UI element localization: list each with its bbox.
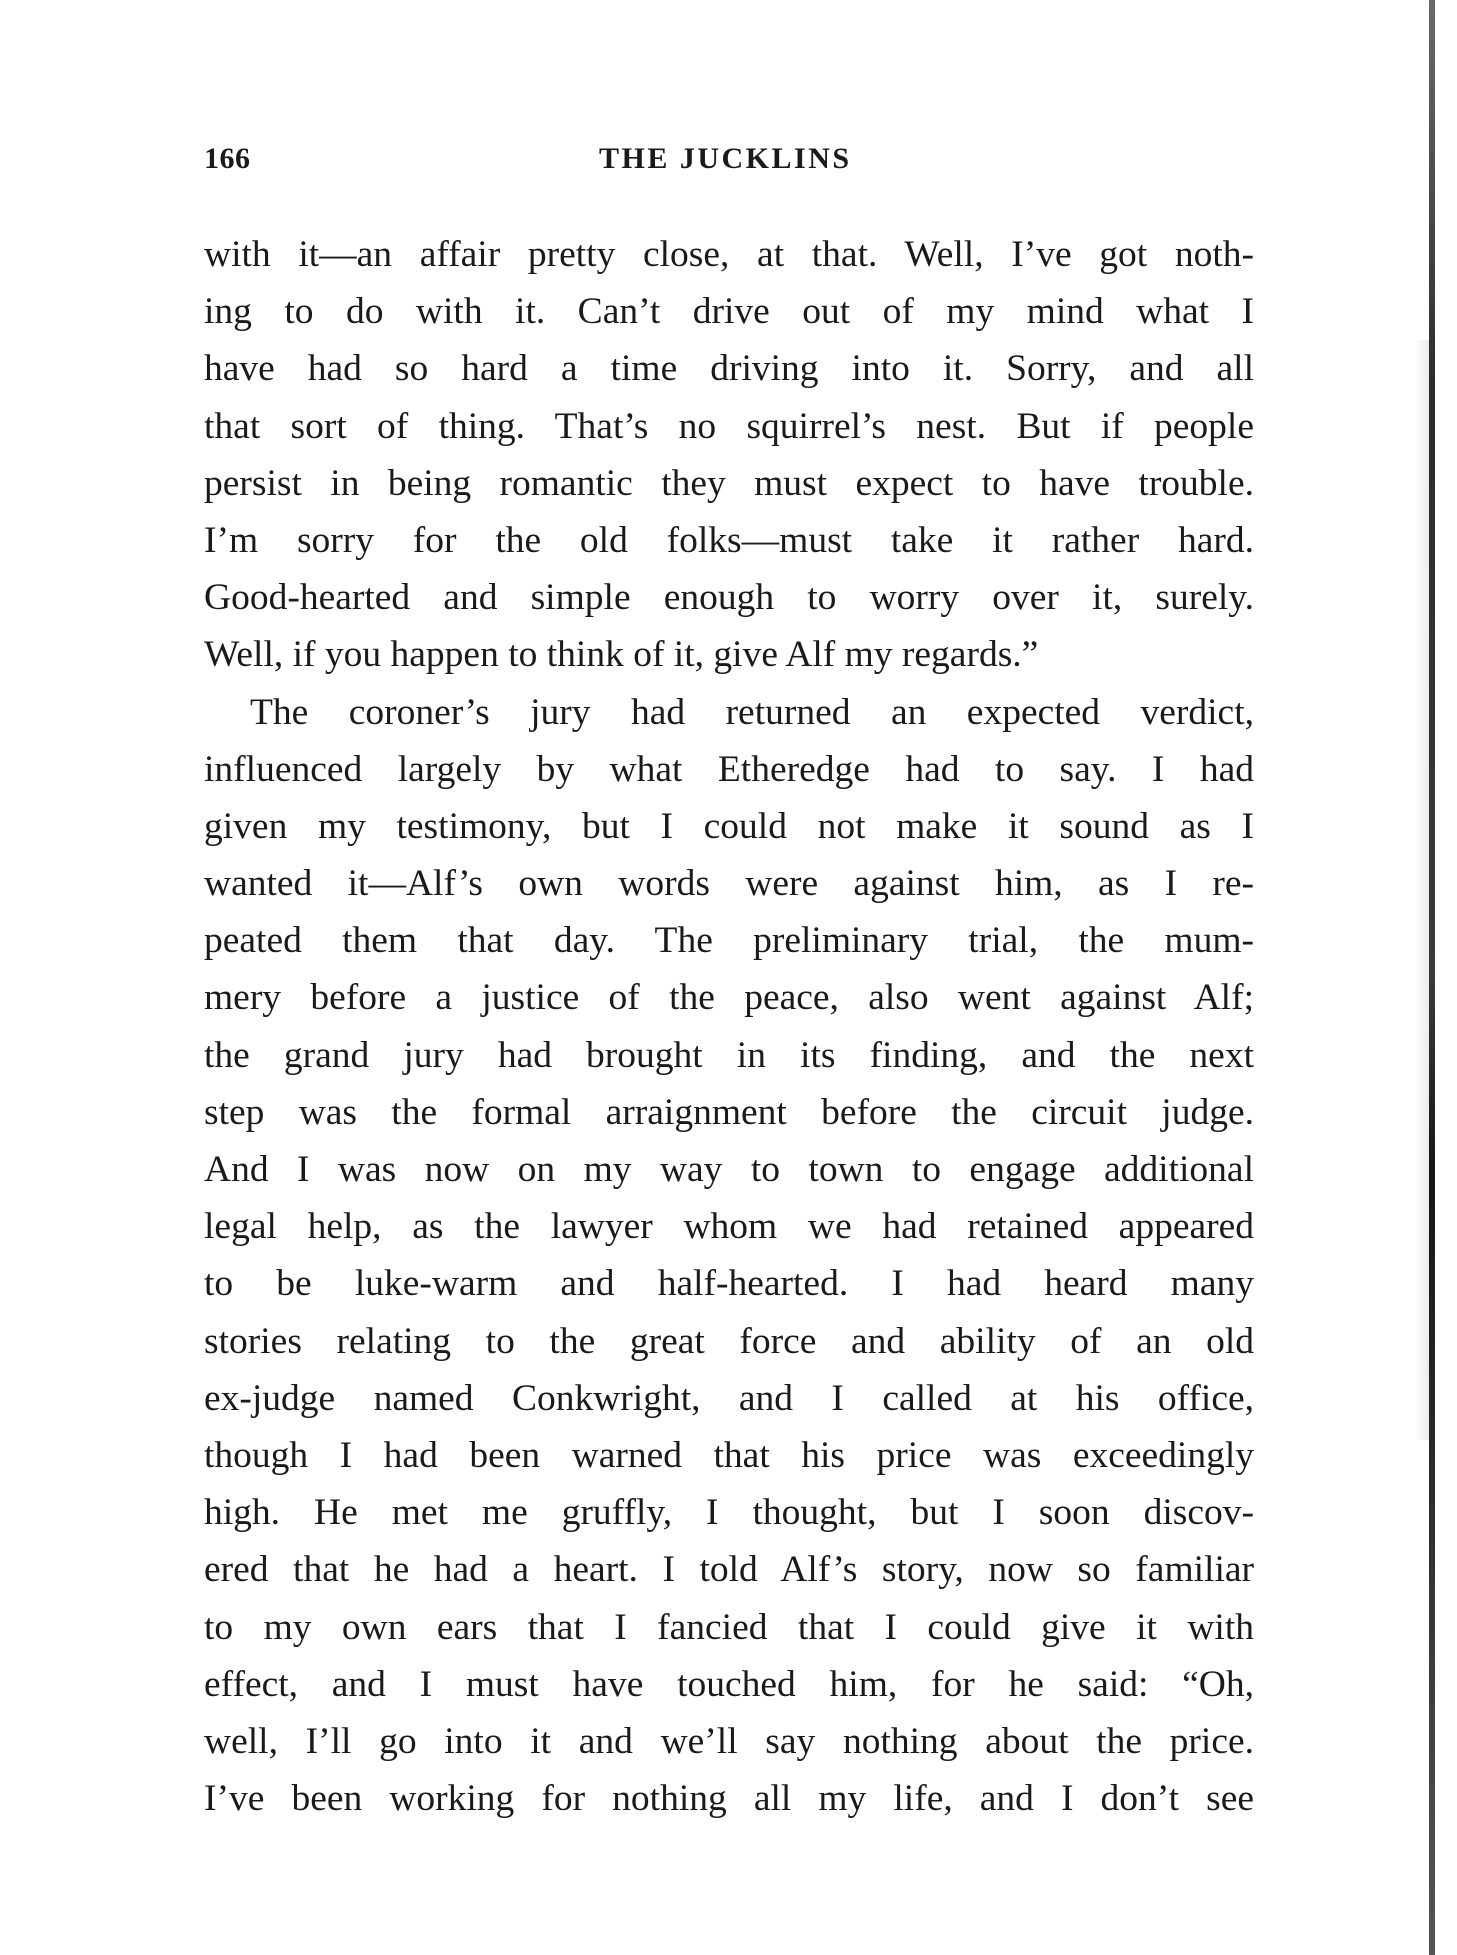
text-line: well, I’ll go into it and we’ll say nothing about the price. [204,1720,1254,1762]
text-line: persist in being romantic they must expect to have trouble. [204,462,1254,504]
text-line: with it—an affair pretty close, at that. Well, I’ve got noth- [204,234,1254,275]
text-line: have had so hard a time driving into it. Sorry, and all [204,348,1254,390]
text-line: to my own ears that I fancied that I could give it with [204,1606,1254,1648]
running-head: THE JUCKLINS [599,142,852,175]
text-line: legal help, as the lawyer whom we had retained appeared [204,1206,1254,1248]
text-line: ing to do with it. Can’t drive out of my mind what I [204,291,1254,333]
text-line: ex-judge named Conkwright, and I called at his office, [204,1377,1254,1419]
text-line: And I was now on my way to town to engage additional [204,1149,1254,1190]
text-line: to be luke-warm and half-hearted. I had heard many [204,1263,1254,1305]
text-line: that sort of thing. That’s no squirrel’s nest. But if people [204,405,1254,447]
text-line: the grand jury had brought in its finding, and the next [204,1034,1254,1076]
page-number: 166 [204,142,251,175]
text-line: peated them that day. The preliminary trial, the mum- [204,920,1254,962]
text-line: Well, if you happen to think of it, give Alf my regards.” [204,634,1039,676]
text-line: The coroner’s jury had returned an expected verdict, [250,691,1254,733]
text-line: wanted it—Alf’s own words were against him, as I re- [204,863,1254,905]
text-line: step was the formal arraignment before the circuit judge. [204,1091,1254,1133]
text-line: Good-hearted and simple enough to worry over it, surely. [204,577,1254,619]
text-line: I’m sorry for the old folks—must take it rather hard. [204,519,1254,561]
text-line: effect, and I must have touched him, for he said: “Oh, [204,1663,1254,1705]
text-line: influenced largely by what Etheredge had to say. I had [204,748,1254,790]
binding-edge [1429,0,1435,1955]
text-line: stories relating to the great force and ability of an old [204,1320,1254,1362]
text-line: mery before a justice of the peace, also went against Alf; [204,977,1254,1019]
text-line: I’ve been working for nothing all my life, and I don’t see [204,1778,1254,1820]
text-line: ered that he had a heart. I told Alf’s story, now so familiar [204,1549,1254,1591]
binding-shadow [1415,340,1429,1440]
text-line: given my testimony, but I could not make it sound as I [204,805,1254,847]
body-text [204,226,1254,1827]
text-line: though I had been warned that his price was exceedingly [204,1434,1254,1476]
text-line: high. He met me gruffly, I thought, but I soon discov- [204,1492,1254,1534]
page-header [204,142,1254,182]
